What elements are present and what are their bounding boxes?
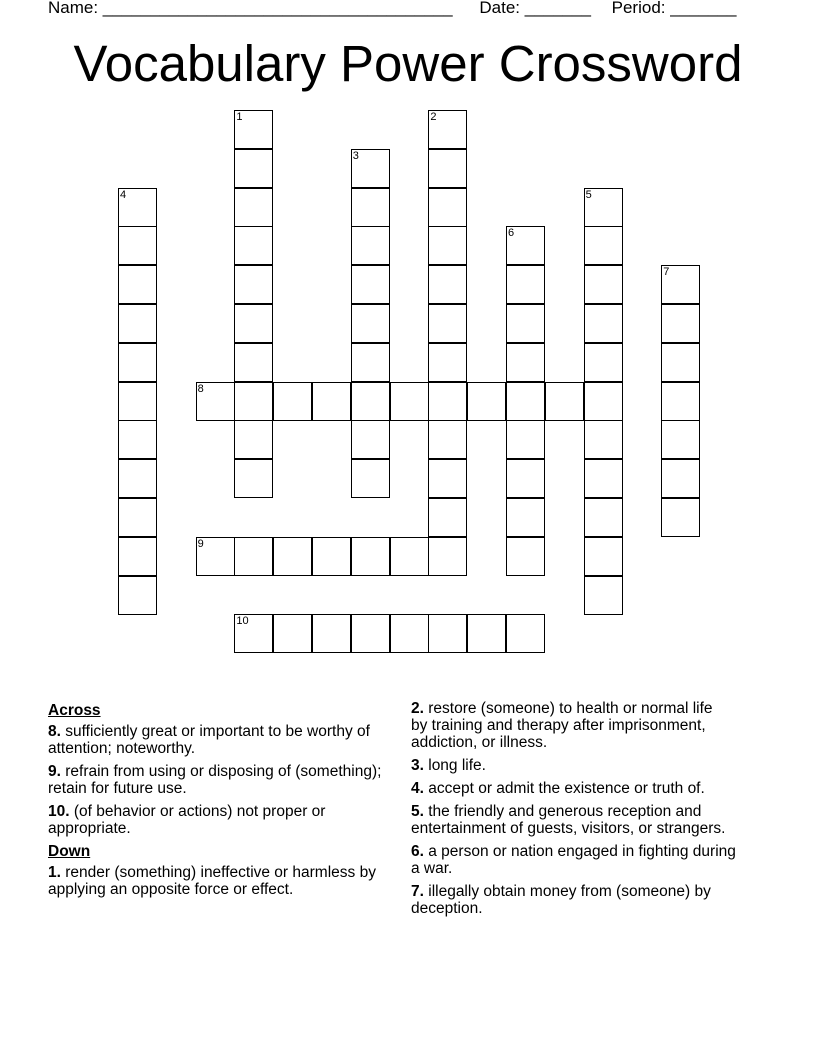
clue-number: 1. bbox=[48, 864, 61, 881]
crossword-cell[interactable] bbox=[584, 459, 623, 498]
clue-text: restore (someone) to health or normal life by training and therapy after imprisonment, addiction, or illness. bbox=[411, 700, 713, 751]
clue-column-left bbox=[48, 700, 388, 904]
clue-across-9 bbox=[48, 763, 388, 797]
across-heading: Across bbox=[48, 702, 101, 719]
cell-number: 2 bbox=[430, 111, 437, 123]
clue-down-5 bbox=[411, 803, 781, 837]
down-heading: Down bbox=[48, 843, 91, 860]
crossword-cell[interactable] bbox=[351, 149, 390, 188]
cell-number: 5 bbox=[585, 188, 592, 201]
crossword-cell[interactable] bbox=[428, 149, 467, 188]
crossword-cell[interactable] bbox=[118, 459, 157, 498]
clue-down-1 bbox=[48, 864, 388, 898]
crossword-cell[interactable] bbox=[118, 576, 157, 615]
crossword-cell[interactable] bbox=[312, 537, 351, 576]
crossword-cell[interactable] bbox=[506, 226, 545, 265]
crossword-cell[interactable] bbox=[584, 265, 623, 304]
name-field-label: Name: _____________________________________ bbox=[48, 0, 453, 17]
crossword-cell[interactable] bbox=[234, 226, 273, 265]
crossword-cell[interactable] bbox=[351, 459, 390, 498]
crossword-cell[interactable] bbox=[506, 614, 545, 653]
crossword-cell[interactable] bbox=[273, 614, 312, 653]
crossword-cell[interactable] bbox=[234, 420, 273, 459]
crossword-cell[interactable] bbox=[428, 343, 467, 382]
crossword-cell[interactable] bbox=[234, 304, 273, 343]
clue-text: (of behavior or actions) not proper or appropriate. bbox=[48, 803, 326, 837]
crossword-cell[interactable] bbox=[506, 498, 545, 537]
crossword-cell[interactable] bbox=[428, 382, 467, 421]
date-field-label: Date: _______ bbox=[479, 0, 591, 17]
crossword-cell[interactable] bbox=[428, 226, 467, 265]
cell-number: 10 bbox=[236, 615, 249, 628]
crossword-cell[interactable] bbox=[234, 382, 273, 421]
crossword-cell[interactable] bbox=[584, 188, 623, 227]
clue-down-2 bbox=[411, 700, 731, 751]
crossword-cell[interactable] bbox=[428, 459, 467, 498]
crossword-cell[interactable] bbox=[390, 537, 429, 576]
clue-column-right bbox=[411, 700, 781, 923]
crossword-cell[interactable] bbox=[506, 459, 545, 498]
crossword-cell[interactable] bbox=[234, 459, 273, 498]
clue-number: 6. bbox=[411, 843, 424, 860]
clue-number: 5. bbox=[411, 803, 424, 820]
crossword-cell[interactable] bbox=[196, 382, 235, 421]
crossword-cell[interactable] bbox=[661, 265, 700, 304]
cell-number: 4 bbox=[120, 188, 127, 201]
clue-number: 3. bbox=[411, 757, 424, 774]
crossword-cell[interactable] bbox=[118, 382, 157, 421]
clue-down-7 bbox=[411, 883, 741, 917]
clue-text: accept or admit the existence or truth of. bbox=[423, 780, 705, 797]
clue-number: 4. bbox=[411, 780, 424, 797]
crossword-cell[interactable] bbox=[312, 614, 351, 653]
clue-down-6 bbox=[411, 843, 741, 877]
cell-number: 6 bbox=[508, 227, 515, 240]
crossword-cell[interactable] bbox=[273, 382, 312, 421]
crossword-cell[interactable] bbox=[661, 498, 700, 537]
crossword-cell[interactable] bbox=[234, 537, 273, 576]
crossword-cell[interactable] bbox=[506, 265, 545, 304]
cell-number: 9 bbox=[197, 537, 204, 550]
crossword-cell[interactable] bbox=[351, 382, 390, 421]
crossword-cell[interactable] bbox=[428, 614, 467, 653]
crossword-cell[interactable] bbox=[428, 537, 467, 576]
crossword-cell[interactable] bbox=[661, 304, 700, 343]
clue-text: illegally obtain money from (someone) by deception. bbox=[411, 883, 711, 917]
crossword-cell[interactable] bbox=[312, 382, 351, 421]
crossword-cell[interactable] bbox=[273, 537, 312, 576]
clue-number: 8. bbox=[48, 723, 61, 740]
clue-text: long life. bbox=[423, 757, 486, 774]
crossword-cell[interactable] bbox=[118, 226, 157, 265]
crossword-cell[interactable] bbox=[234, 265, 273, 304]
crossword-cell[interactable] bbox=[584, 304, 623, 343]
crossword-cell[interactable] bbox=[428, 304, 467, 343]
clue-text: sufficiently great or important to be worthy of attention; noteworthy. bbox=[48, 723, 370, 757]
clue-number: 10. bbox=[48, 803, 70, 820]
crossword-cell[interactable] bbox=[467, 614, 506, 653]
crossword-cell[interactable] bbox=[467, 382, 506, 421]
crossword-cell[interactable] bbox=[506, 304, 545, 343]
crossword-cell[interactable] bbox=[506, 537, 545, 576]
crossword-cell[interactable] bbox=[428, 420, 467, 459]
clue-text: a person or nation engaged in fighting during a war. bbox=[411, 843, 736, 877]
crossword-cell[interactable] bbox=[118, 343, 157, 382]
crossword-cell[interactable] bbox=[584, 576, 623, 615]
clue-across-8 bbox=[48, 723, 388, 757]
cell-number: 7 bbox=[663, 266, 670, 279]
crossword-cell[interactable] bbox=[118, 265, 157, 304]
cell-number: 8 bbox=[197, 382, 204, 395]
clue-number: 2. bbox=[411, 700, 424, 717]
clue-text: the friendly and generous reception and entertainment of guests, visitors, or strangers. bbox=[411, 803, 726, 837]
crossword-cell[interactable] bbox=[428, 498, 467, 537]
crossword-cell[interactable] bbox=[661, 343, 700, 382]
crossword-cell[interactable] bbox=[118, 420, 157, 459]
crossword-cell[interactable] bbox=[506, 420, 545, 459]
clue-text: refrain from using or disposing of (something); retain for future use. bbox=[48, 763, 382, 797]
crossword-cell[interactable] bbox=[234, 188, 273, 227]
crossword-cell[interactable] bbox=[661, 459, 700, 498]
crossword-cell[interactable] bbox=[351, 188, 390, 227]
clue-across-10 bbox=[48, 803, 388, 837]
clue-text: render (something) ineffective or harmless by applying an opposite force or effect. bbox=[48, 864, 376, 898]
crossword-cell[interactable] bbox=[118, 304, 157, 343]
crossword-cell[interactable] bbox=[118, 188, 157, 227]
page-title: Vocabulary Power Crossword bbox=[73, 35, 743, 92]
crossword-cell[interactable] bbox=[506, 382, 545, 421]
crossword-cell[interactable] bbox=[234, 343, 273, 382]
crossword-cell[interactable] bbox=[234, 614, 273, 653]
crossword-cell[interactable] bbox=[390, 382, 429, 421]
crossword-cell[interactable] bbox=[584, 382, 623, 421]
crossword-cell[interactable] bbox=[661, 382, 700, 421]
crossword-cell[interactable] bbox=[428, 110, 467, 149]
clue-number: 9. bbox=[48, 763, 61, 780]
crossword-cell[interactable] bbox=[351, 614, 390, 653]
clue-number: 7. bbox=[411, 883, 424, 900]
period-field-label: Period: _______ bbox=[611, 0, 737, 17]
crossword-cell[interactable] bbox=[351, 226, 390, 265]
crossword-cell[interactable] bbox=[545, 382, 584, 421]
crossword-cell[interactable] bbox=[234, 149, 273, 188]
crossword-cell[interactable] bbox=[118, 537, 157, 576]
crossword-cell[interactable] bbox=[351, 420, 390, 459]
crossword-cell[interactable] bbox=[428, 188, 467, 227]
crossword-cell[interactable] bbox=[351, 304, 390, 343]
crossword-cell[interactable] bbox=[506, 343, 545, 382]
clue-down-3 bbox=[411, 757, 781, 774]
crossword-cell[interactable] bbox=[661, 420, 700, 459]
crossword-cell[interactable] bbox=[351, 537, 390, 576]
crossword-cell[interactable] bbox=[351, 265, 390, 304]
crossword-cell[interactable] bbox=[390, 614, 429, 653]
clue-down-4 bbox=[411, 780, 781, 797]
crossword-cell[interactable] bbox=[584, 226, 623, 265]
crossword-cell[interactable] bbox=[196, 537, 235, 576]
crossword-cell[interactable] bbox=[428, 265, 467, 304]
crossword-cell[interactable] bbox=[584, 420, 623, 459]
crossword-cell[interactable] bbox=[584, 498, 623, 537]
crossword-cell[interactable] bbox=[584, 343, 623, 382]
cell-number: 3 bbox=[352, 149, 359, 162]
crossword-cell[interactable] bbox=[118, 498, 157, 537]
crossword-cell[interactable] bbox=[351, 343, 390, 382]
crossword-cell[interactable] bbox=[584, 537, 623, 576]
crossword-cell[interactable] bbox=[234, 110, 273, 149]
cell-number: 1 bbox=[236, 111, 243, 123]
